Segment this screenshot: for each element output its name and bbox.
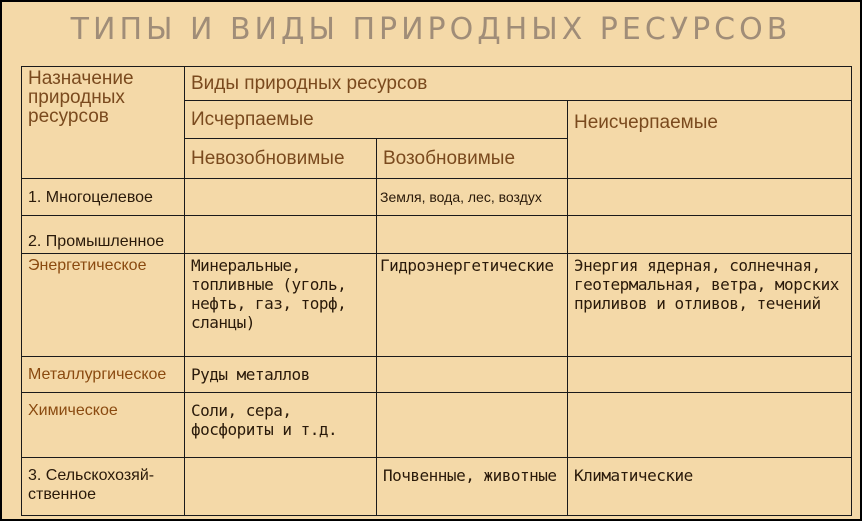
- row-renewable: [377, 357, 568, 393]
- row-nonrenewable: Руды металлов: [185, 357, 377, 393]
- header-kinds: Виды природных ресурсов: [185, 67, 852, 101]
- row-nonrenewable: [185, 457, 377, 515]
- row-inexhaustible: [568, 357, 852, 393]
- row-renewable: Гидроэнергетические: [377, 253, 568, 356]
- row-nonrenewable: Минеральные, топливные (уголь, нефть, газ, торф, сланцы): [185, 253, 377, 356]
- table-row: [22, 393, 852, 457]
- row-purpose: 2. Промышленное: [22, 215, 185, 253]
- table-row: [22, 179, 852, 215]
- row-purpose: Химическое: [22, 393, 185, 457]
- header-inexhaustible: Неисчерпаемые: [568, 101, 852, 179]
- row-nonrenewable: [185, 179, 377, 215]
- table-row: [22, 253, 852, 356]
- header-nonrenewable: Невозобновимые: [185, 139, 377, 179]
- row-renewable: Почвенные, животные: [377, 457, 568, 515]
- row-inexhaustible: [568, 393, 852, 457]
- row-purpose: Металлургическое: [22, 357, 185, 393]
- row-inexhaustible: [568, 215, 852, 253]
- row-inexhaustible: Энергия ядерная, солнечная, геотермальная, ветра, морских приливов и отливов, течений: [568, 253, 852, 356]
- row-purpose: 1. Многоцелевое: [22, 179, 185, 215]
- row-nonrenewable: [185, 215, 377, 253]
- header-exhaustible: Исчерпаемые: [185, 101, 568, 139]
- row-inexhaustible: Климатические: [568, 457, 852, 515]
- header-purpose: Назначение природных ресурсов: [22, 67, 185, 179]
- row-renewable: [377, 215, 568, 253]
- row-renewable: [377, 393, 568, 457]
- row-purpose: 3. Сельскохозяй-ственное: [22, 457, 185, 515]
- table-row: [22, 357, 852, 393]
- slide-title: ТИПЫ И ВИДЫ ПРИРОДНЫХ РЕСУРСОВ: [70, 12, 792, 47]
- row-nonrenewable: Соли, сера, фосфориты и т.д.: [185, 393, 377, 457]
- table-row: [22, 215, 852, 253]
- table-row: [22, 457, 852, 515]
- row-inexhaustible: [568, 179, 852, 215]
- resources-table: [21, 66, 852, 516]
- row-purpose: Энергетическое: [22, 253, 185, 356]
- row-renewable: Земля, вода, лес, воздух: [377, 179, 568, 215]
- header-renewable: Возобновимые: [377, 139, 568, 179]
